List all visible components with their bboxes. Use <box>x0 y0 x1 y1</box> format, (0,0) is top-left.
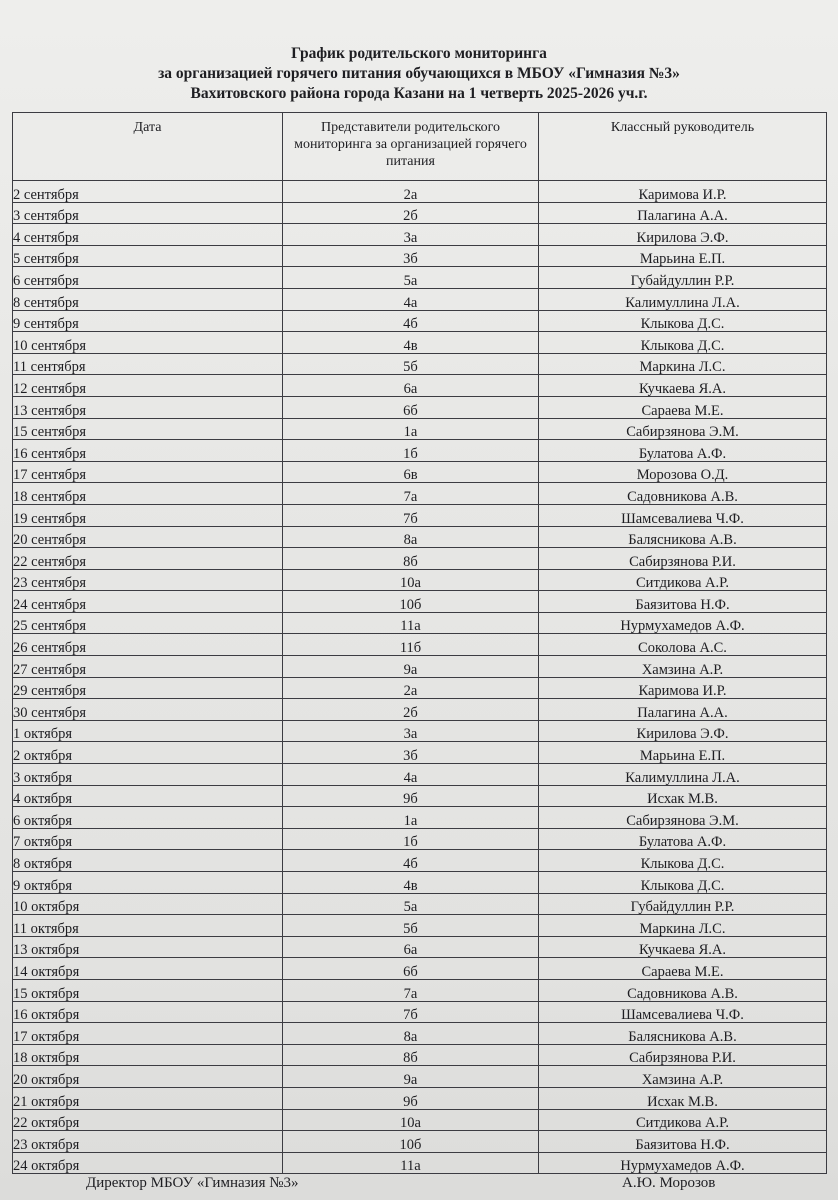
table-row <box>13 461 827 483</box>
cell-date: 25 сентября <box>13 612 283 634</box>
cell-teacher: Булатова А.Ф. <box>539 828 827 850</box>
cell-teacher: Каримова И.Р. <box>539 181 827 203</box>
cell-class: 5а <box>283 267 539 289</box>
table-row <box>13 267 827 289</box>
table-row <box>13 785 827 807</box>
cell-class: 10б <box>283 1131 539 1153</box>
table-row <box>13 807 827 829</box>
cell-teacher: Хамзина А.Р. <box>539 1066 827 1088</box>
schedule-table <box>12 112 827 1174</box>
cell-class: 5а <box>283 893 539 915</box>
table-row <box>13 224 827 246</box>
cell-date: 7 октября <box>13 828 283 850</box>
cell-date: 10 сентября <box>13 332 283 354</box>
cell-class: 3а <box>283 720 539 742</box>
cell-teacher: Маркина Л.С. <box>539 353 827 375</box>
table-row <box>13 958 827 980</box>
cell-date: 16 сентября <box>13 440 283 462</box>
cell-date: 19 сентября <box>13 504 283 526</box>
title-line-3: Вахитовского района города Казани на 1 четверть 2025-2026 уч.г. <box>190 85 648 102</box>
cell-class: 7б <box>283 504 539 526</box>
cell-date: 1 октября <box>13 720 283 742</box>
cell-date: 6 октября <box>13 807 283 829</box>
cell-teacher: Шамсевалиева Ч.Ф. <box>539 1001 827 1023</box>
table-row <box>13 1001 827 1023</box>
cell-class: 4б <box>283 850 539 872</box>
table-row <box>13 893 827 915</box>
cell-teacher: Сабирзянова Р.И. <box>539 1044 827 1066</box>
cell-teacher: Губайдуллин Р.Р. <box>539 893 827 915</box>
cell-class: 2б <box>283 202 539 224</box>
table-row <box>13 310 827 332</box>
cell-date: 2 сентября <box>13 181 283 203</box>
cell-class: 11б <box>283 634 539 656</box>
cell-class: 6а <box>283 936 539 958</box>
cell-date: 18 октября <box>13 1044 283 1066</box>
cell-teacher: Балясникова А.В. <box>539 526 827 548</box>
cell-teacher: Булатова А.Ф. <box>539 440 827 462</box>
table-row <box>13 1023 827 1045</box>
cell-class: 3б <box>283 245 539 267</box>
cell-teacher: Сараева М.Е. <box>539 396 827 418</box>
table-row <box>13 915 827 937</box>
cell-date: 3 сентября <box>13 202 283 224</box>
table-body <box>13 181 827 1174</box>
cell-date: 14 октября <box>13 958 283 980</box>
cell-teacher: Клыкова Д.С. <box>539 332 827 354</box>
cell-class: 4а <box>283 288 539 310</box>
cell-class: 5б <box>283 915 539 937</box>
table-row <box>13 245 827 267</box>
table-row <box>13 396 827 418</box>
table-row <box>13 1131 827 1153</box>
table-row <box>13 677 827 699</box>
cell-teacher: Марьина Е.П. <box>539 245 827 267</box>
cell-date: 20 сентября <box>13 526 283 548</box>
cell-teacher: Исхак М.В. <box>539 785 827 807</box>
table-row <box>13 1152 827 1174</box>
cell-date: 3 октября <box>13 764 283 786</box>
cell-class: 10а <box>283 569 539 591</box>
cell-date: 21 октября <box>13 1087 283 1109</box>
cell-teacher: Нурмухамедов А.Ф. <box>539 1152 827 1174</box>
cell-date: 17 сентября <box>13 461 283 483</box>
table-row <box>13 634 827 656</box>
cell-date: 24 октября <box>13 1152 283 1174</box>
table-row <box>13 1109 827 1131</box>
cell-teacher: Каримова И.Р. <box>539 677 827 699</box>
cell-date: 4 октября <box>13 785 283 807</box>
cell-date: 12 сентября <box>13 375 283 397</box>
cell-class: 11а <box>283 612 539 634</box>
cell-class: 7а <box>283 483 539 505</box>
cell-teacher: Клыкова Д.С. <box>539 872 827 894</box>
cell-teacher: Морозова О.Д. <box>539 461 827 483</box>
cell-class: 2а <box>283 677 539 699</box>
cell-date: 5 сентября <box>13 245 283 267</box>
cell-date: 22 октября <box>13 1109 283 1131</box>
cell-class: 7а <box>283 979 539 1001</box>
cell-teacher: Балясникова А.В. <box>539 1023 827 1045</box>
table-row <box>13 720 827 742</box>
cell-teacher: Калимуллина Л.А. <box>539 764 827 786</box>
cell-class: 1б <box>283 828 539 850</box>
table-row <box>13 764 827 786</box>
table-row <box>13 936 827 958</box>
cell-date: 22 сентября <box>13 548 283 570</box>
cell-teacher: Нурмухамедов А.Ф. <box>539 612 827 634</box>
table-row <box>13 828 827 850</box>
table-header-row <box>13 113 827 181</box>
cell-date: 13 октября <box>13 936 283 958</box>
cell-class: 2б <box>283 699 539 721</box>
cell-date: 11 сентября <box>13 353 283 375</box>
cell-teacher: Марьина Е.П. <box>539 742 827 764</box>
cell-date: 29 сентября <box>13 677 283 699</box>
cell-class: 2а <box>283 181 539 203</box>
cell-date: 15 октября <box>13 979 283 1001</box>
cell-teacher: Губайдуллин Р.Р. <box>539 267 827 289</box>
table-row <box>13 440 827 462</box>
cell-date: 16 октября <box>13 1001 283 1023</box>
cell-class: 9б <box>283 1087 539 1109</box>
cell-class: 3б <box>283 742 539 764</box>
document-title <box>0 44 838 104</box>
table-row <box>13 375 827 397</box>
cell-teacher: Калимуллина Л.А. <box>539 288 827 310</box>
cell-teacher: Баязитова Н.Ф. <box>539 591 827 613</box>
cell-class: 6а <box>283 375 539 397</box>
cell-date: 24 сентября <box>13 591 283 613</box>
cell-teacher: Исхак М.В. <box>539 1087 827 1109</box>
cell-date: 10 октября <box>13 893 283 915</box>
cell-class: 9а <box>283 656 539 678</box>
table-row <box>13 872 827 894</box>
table-row <box>13 979 827 1001</box>
cell-teacher: Кучкаева Я.А. <box>539 375 827 397</box>
cell-class: 11а <box>283 1152 539 1174</box>
cell-class: 10б <box>283 591 539 613</box>
header-teacher: Классный руководитель <box>539 113 827 181</box>
table-row <box>13 504 827 526</box>
cell-date: 30 сентября <box>13 699 283 721</box>
cell-date: 9 октября <box>13 872 283 894</box>
header-representatives: Представители родительского мониторинга за организацией горячего питания <box>283 113 539 181</box>
cell-date: 9 сентября <box>13 310 283 332</box>
cell-teacher: Ситдикова А.Р. <box>539 569 827 591</box>
table-row <box>13 1087 827 1109</box>
cell-date: 27 сентября <box>13 656 283 678</box>
cell-date: 23 сентября <box>13 569 283 591</box>
cell-teacher: Кучкаева Я.А. <box>539 936 827 958</box>
cell-class: 6б <box>283 958 539 980</box>
cell-teacher: Кирилова Э.Ф. <box>539 720 827 742</box>
cell-teacher: Маркина Л.С. <box>539 915 827 937</box>
cell-teacher: Садовникова А.В. <box>539 483 827 505</box>
cell-class: 4а <box>283 764 539 786</box>
cell-class: 4в <box>283 872 539 894</box>
cell-class: 8б <box>283 548 539 570</box>
cell-date: 6 сентября <box>13 267 283 289</box>
cell-teacher: Хамзина А.Р. <box>539 656 827 678</box>
cell-teacher: Сабирзянова Р.И. <box>539 548 827 570</box>
cell-teacher: Ситдикова А.Р. <box>539 1109 827 1131</box>
cell-teacher: Кирилова Э.Ф. <box>539 224 827 246</box>
title-line-2: за организацией горячего питания обучающихся в МБОУ «Гимназия №3» <box>158 65 680 82</box>
table-row <box>13 202 827 224</box>
cell-date: 8 октября <box>13 850 283 872</box>
cell-date: 15 сентября <box>13 418 283 440</box>
table-row <box>13 526 827 548</box>
cell-date: 2 октября <box>13 742 283 764</box>
table-row <box>13 181 827 203</box>
cell-class: 4б <box>283 310 539 332</box>
cell-teacher: Сабирзянова Э.М. <box>539 418 827 440</box>
cell-date: 8 сентября <box>13 288 283 310</box>
cell-class: 1а <box>283 418 539 440</box>
table-row <box>13 656 827 678</box>
cell-class: 7б <box>283 1001 539 1023</box>
table-row <box>13 483 827 505</box>
cell-class: 4в <box>283 332 539 354</box>
table-row <box>13 1066 827 1088</box>
cell-class: 9а <box>283 1066 539 1088</box>
cell-date: 11 октября <box>13 915 283 937</box>
cell-teacher: Палагина А.А. <box>539 202 827 224</box>
table-row <box>13 1044 827 1066</box>
cell-class: 8б <box>283 1044 539 1066</box>
cell-date: 20 октября <box>13 1066 283 1088</box>
table-row <box>13 569 827 591</box>
cell-class: 10а <box>283 1109 539 1131</box>
cell-class: 1б <box>283 440 539 462</box>
director-name: А.Ю. Морозов <box>622 1175 716 1191</box>
cell-date: 18 сентября <box>13 483 283 505</box>
table-row <box>13 612 827 634</box>
cell-date: 4 сентября <box>13 224 283 246</box>
director-position: Директор МБОУ «Гимназия №3» <box>86 1175 299 1191</box>
cell-class: 8а <box>283 526 539 548</box>
cell-teacher: Соколова А.С. <box>539 634 827 656</box>
cell-teacher: Клыкова Д.С. <box>539 310 827 332</box>
table-row <box>13 699 827 721</box>
cell-date: 13 сентября <box>13 396 283 418</box>
cell-teacher: Клыкова Д.С. <box>539 850 827 872</box>
cell-teacher: Сабирзянова Э.М. <box>539 807 827 829</box>
cell-teacher: Палагина А.А. <box>539 699 827 721</box>
cell-class: 3а <box>283 224 539 246</box>
cell-teacher: Баязитова Н.Ф. <box>539 1131 827 1153</box>
table-row <box>13 591 827 613</box>
cell-class: 1а <box>283 807 539 829</box>
cell-class: 6б <box>283 396 539 418</box>
cell-teacher: Сараева М.Е. <box>539 958 827 980</box>
table-row <box>13 742 827 764</box>
table-row <box>13 353 827 375</box>
cell-date: 17 октября <box>13 1023 283 1045</box>
table-row <box>13 548 827 570</box>
table-row <box>13 288 827 310</box>
table-row <box>13 418 827 440</box>
table-row <box>13 850 827 872</box>
cell-date: 26 сентября <box>13 634 283 656</box>
cell-class: 5б <box>283 353 539 375</box>
title-line-1: График родительского мониторинга <box>291 45 547 62</box>
header-date: Дата <box>13 113 283 181</box>
table-row <box>13 332 827 354</box>
cell-teacher: Садовникова А.В. <box>539 979 827 1001</box>
cell-teacher: Шамсевалиева Ч.Ф. <box>539 504 827 526</box>
cell-class: 8а <box>283 1023 539 1045</box>
cell-class: 6в <box>283 461 539 483</box>
cell-class: 9б <box>283 785 539 807</box>
cell-date: 23 октября <box>13 1131 283 1153</box>
